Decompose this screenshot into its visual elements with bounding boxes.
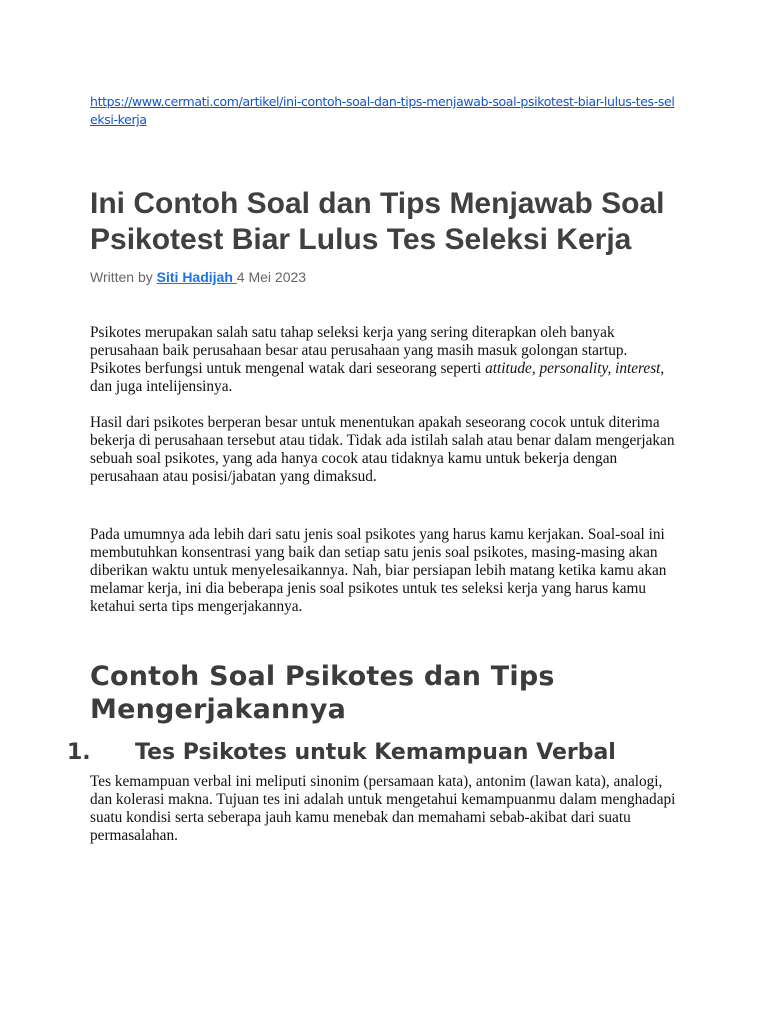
document-page: [67, 93, 680, 845]
byline: [90, 268, 680, 286]
paragraph-result: Hasil dari psikotes berperan besar untuk menentukan apakah seseorang cocok untuk diterima bekerja di perusahaan tersebut atau tidak. Tidak ada istilah salah atau benar dalam mengerjakan sebuah soal psikotes, yang ada hanya cocok atau tidaknya kamu untuk bekerja dengan perusahaan atau posisi/jabatan yang dimaksud.: [90, 414, 675, 485]
publish-date: 4 Mei 2023: [236, 269, 307, 285]
author-link[interactable]: Siti Hadijah: [156, 269, 237, 285]
section-heading: Contoh Soal Psikotes dan Tips Mengerjakannya: [90, 661, 555, 725]
paragraph-intro: [90, 324, 680, 396]
source-url-link[interactable]: https://www.cermati.com/artikel/ini-contoh-soal-dan-tips-menjawab-soal-psikotest-biar-lulus-tes-seleksi-kerja: [90, 94, 675, 127]
subsection-title: Tes Psikotes untuk Kemampuan Verbal: [135, 740, 616, 765]
paragraph-verbal: Tes kemampuan verbal ini meliputi sinonim (persamaan kata), antonim (lawan kata), analogi, dan kolerasi makna. Tujuan tes ini adalah untuk mengetahui kemampuanmu dalam menghadapi suatu kondisi serta seberapa jauh kamu menebak dan memahami sebab-akibat dari suatu permasalahan.: [90, 773, 676, 844]
paragraph-intro-end: , dan juga intelijensinya.: [90, 360, 665, 395]
byline-prefix: Written by: [90, 269, 157, 285]
list-number: 1.: [67, 740, 91, 765]
paragraph-types: Pada umumnya ada lebih dari satu jenis soal psikotes yang harus kamu kerjakan. Soal-soal ini membutuhkan konsentrasi yang baik dan setiap satu jenis soal psikotes, masing-masing akan diberikan waktu untuk menyelesaikannya. Nah, biar persiapan lebih matang ketika kamu akan melamar kerja, ini dia beberapa jenis soal psikotes untuk tes seleksi kerja yang harus kamu ketahui serta tips mengerjakannya.: [90, 526, 667, 615]
paragraph-intro-text: Psikotes merupakan salah satu tahap seleksi kerja yang sering diterapkan oleh banyak perusahaan baik perusahaan besar atau perusahaan yang masih masuk golongan startup. Psikotes berfungsi untuk mengenal watak dari seseorang seperti: [90, 324, 628, 377]
article-title: Ini Contoh Soal dan Tips Menjawab Soal Psikotest Biar Lulus Tes Seleksi Kerja: [90, 187, 665, 256]
paragraph-intro-italic: attitude, personality, interest: [485, 360, 661, 377]
subsection-heading-verbal: [67, 739, 680, 767]
